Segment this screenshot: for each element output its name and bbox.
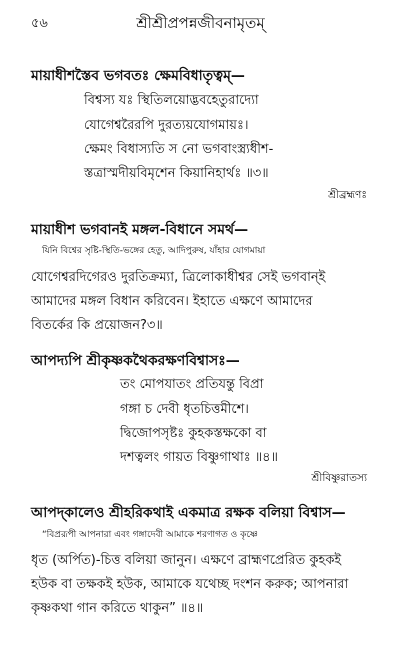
verse-line: বিশ্বস্য যঃ স্থিতিলয়োদ্ভবহেতুরাদ্যো <box>84 93 259 108</box>
verse-source: শ্রীব্রহ্মণঃ <box>328 189 367 201</box>
page-header <box>0 12 401 34</box>
verse-line: দ্বিজোপসৃষ্টঃ কুহকস্তক্ষকো বা <box>120 426 267 441</box>
verse-line: দশত্বলং গায়ত বিষ্ণুগাথাঃ ॥৪॥ <box>120 450 278 465</box>
section-heading: আপদ্কালেও শ্রীহরিকথাই একমাত্র রক্ষক বলিয়া বিশ্বাস— <box>31 505 346 521</box>
verse-line: স্তত্রাস্মদীয়বিমৃশেন কিয়ানিহার্থঃ ॥৩॥ <box>84 166 269 181</box>
section-heading: মায়াধীশ ভগবানই মঙ্গল-বিধানে সমর্থ— <box>31 222 249 238</box>
section-heading: আপদ্যপি শ্রীকৃষ্ণকথৈকরক্ষণবিশ্বাসঃ— <box>31 353 240 369</box>
verse-line: গঙ্গা চ দেবী ধৃতচিত্তমীশে। <box>120 402 249 417</box>
verse-line: তং মোপযাতং প্রতিযন্তু বিপ্রা <box>120 377 264 392</box>
verse-source: শ্রীবিষ্ণুরাতস্য <box>311 472 367 484</box>
prose-line: যিনি বিশ্বের সৃষ্টি-স্থিতি-ভঙ্গের হেতু, আদিপুরুষ, যাঁহার যোগমায়া <box>42 246 266 256</box>
prose-line: আমাদের মঙ্গল বিধান করিবেন। ইহাতে এক্ষণে আমাদের <box>31 294 313 309</box>
verse-line: যোগেশ্বরৈরপি দুরত্যয়যোগমায়ঃ। <box>84 118 249 133</box>
prose-line: যোগেশ্বরদিগেরও দুরতিক্রম্যা, ত্রিলোকাধীশ্বর সেই ভগবান্ই <box>31 270 326 285</box>
prose-line: ধৃত (অর্পিত)-চিত্ত বলিয়া জানুন। এক্ষণে ব্রাহ্মণপ্রেরিত কুহকই <box>31 553 342 568</box>
prose-line: “বিপ্ররূপী আপনারা এবং গঙ্গাদেবী আমাকে শরণাগত ও কৃষ্ণে <box>42 530 258 540</box>
prose-line: কৃষ্ণকথা গান করিতে থাকুন” ॥৪॥ <box>31 601 204 616</box>
running-title: শ্রীশ্রীপ্রপন্নজীবনামৃতম্ <box>136 14 265 32</box>
verse-line: ক্ষেমং বিধাস্যতি স নো ভগবাংস্ত্র্যধীশ- <box>84 142 274 157</box>
prose-line: বিতর্কের কি প্রয়োজন?৩॥ <box>31 318 163 333</box>
page-number: ৫৬ <box>31 16 48 31</box>
section-heading: মায়াধীশস্তৈব ভগবতঃ ক্ষেমবিধাতৃত্বম্— <box>31 68 245 84</box>
prose-line: হউক বা তক্ষকই হউক, আমাকে যথেচ্ছ দংশন করুক; আপনারা <box>31 577 349 592</box>
